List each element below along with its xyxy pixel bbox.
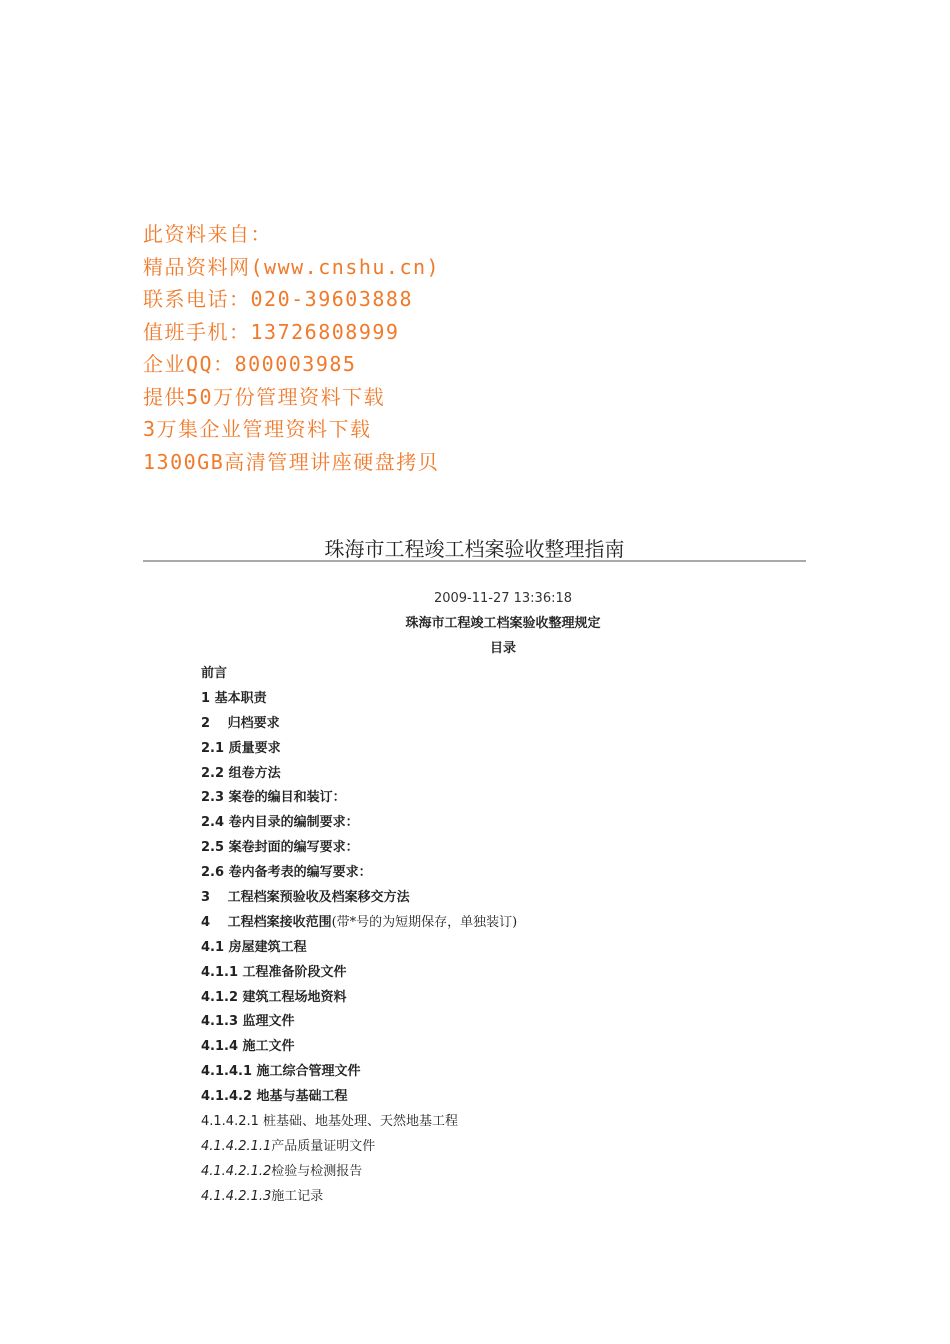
promo-line: 值班手机：13726808999 [143, 319, 400, 344]
toc-item-text: 质量要求 [228, 740, 281, 756]
toc-item-number: 2.5 [201, 840, 229, 856]
toc-item [201, 662, 517, 687]
toc-item-text: 检验与检测报告 [271, 1163, 363, 1179]
publish-date: 2009-11-27 13:36:18 [433, 591, 573, 606]
toc-item [201, 786, 517, 811]
toc-item [201, 836, 517, 861]
toc-item-text: 桩基础、地基处理、天然地基工程 [263, 1114, 459, 1130]
toc-item-text: 地基与基础工程 [256, 1089, 348, 1105]
toc-item-number: 1 [201, 690, 215, 706]
toc-item-number: 4.1.4.2.1.1 [201, 1138, 272, 1154]
toc-item-text: 卷内备考表的编写要求： [228, 865, 372, 881]
toc-item-number: 2 [201, 715, 228, 731]
document-title: 珠海市工程竣工档案验收整理指南 [324, 537, 625, 561]
toc-item [201, 737, 517, 762]
toc-item-text: 施工记录 [271, 1188, 324, 1204]
toc-item-text: 卷内目录的编制要求： [228, 815, 359, 831]
toc-item-number: 2.1 [201, 740, 229, 756]
toc-item [201, 911, 517, 936]
toc-item [201, 811, 517, 836]
toc-item-text: 归档要求 [227, 715, 280, 731]
toc-item-text: 施工综合管理文件 [256, 1064, 361, 1080]
toc-item [201, 961, 517, 986]
toc-item-number: 2.2 [201, 765, 229, 781]
promo-block [143, 218, 440, 478]
toc-item-number: 4.1 [201, 939, 229, 955]
toc-item-number: 2.6 [201, 865, 229, 881]
toc-item [201, 1035, 517, 1060]
toc-item-number: 4.1.2 [201, 989, 243, 1005]
promo-line: 1300GB高清管理讲座硬盘拷贝 [143, 449, 440, 474]
toc-item [201, 1085, 517, 1110]
toc-item-text: 前言 [201, 666, 228, 681]
toc-item-number: 4.1.1 [201, 964, 243, 980]
promo-line: 企业QQ：800003985 [143, 352, 357, 376]
toc-item [201, 1010, 517, 1035]
toc-item [201, 986, 517, 1011]
toc-item [201, 687, 517, 712]
toc-item-number: 2.3 [201, 790, 229, 806]
toc-item [201, 762, 517, 787]
toc-item-text: 建筑工程场地资料 [242, 989, 347, 1005]
toc-item [201, 1110, 517, 1135]
toc-item-text: 监理文件 [242, 1014, 295, 1030]
promo-line: 联系电话：020-39603888 [143, 287, 413, 311]
table-of-contents [201, 662, 517, 1210]
toc-item-number: 4.1.4 [201, 1039, 243, 1055]
toc-item-text: 组卷方法 [228, 765, 281, 781]
toc-heading: 目录 [489, 641, 516, 656]
toc-item-text: 案卷封面的编写要求： [228, 840, 359, 856]
promo-line: 3万集企业管理资料下载 [143, 417, 372, 441]
toc-item-text: 工程档案接收范围 [227, 914, 332, 930]
toc-item-number: 4.1.4.1 [201, 1064, 257, 1080]
toc-item-number: 4.1.4.2.1.3 [201, 1188, 272, 1204]
title-divider [143, 560, 806, 562]
toc-item-note: (带*号的为短期保存，单独装订) [331, 914, 518, 930]
toc-item [201, 1135, 517, 1160]
toc-item-number: 3 [201, 890, 228, 906]
toc-item-text: 房屋建筑工程 [228, 939, 307, 955]
toc-item-number: 4.1.4.2.1 [201, 1114, 264, 1130]
document-subtitle: 珠海市工程竣工档案验收整理规定 [405, 616, 601, 631]
toc-item-text: 基本职责 [214, 690, 267, 706]
promo-line: 此资料来自： [143, 222, 272, 246]
toc-item [201, 936, 517, 961]
toc-item-text: 施工文件 [242, 1039, 295, 1055]
toc-item [201, 886, 517, 911]
toc-item [201, 712, 517, 737]
toc-item-number: 4.1.4.2 [201, 1089, 257, 1105]
toc-item-text: 产品质量证明文件 [271, 1138, 376, 1154]
promo-line: 提供50万份管理资料下载 [143, 384, 386, 409]
toc-item [201, 1160, 517, 1185]
toc-item-number: 4 [201, 914, 228, 930]
toc-item-number: 2.4 [201, 815, 229, 831]
toc-item-number: 4.1.3 [201, 1014, 243, 1030]
promo-line: 精品资料网(www.cnshu.cn) [143, 254, 441, 279]
toc-item-text: 工程准备阶段文件 [242, 964, 347, 980]
toc-item-text: 工程档案预验收及档案移交方法 [227, 890, 410, 906]
toc-item-number: 4.1.4.2.1.2 [201, 1163, 272, 1179]
toc-item [201, 861, 517, 886]
toc-item [201, 1185, 517, 1210]
toc-item-text: 案卷的编目和装订： [228, 790, 346, 806]
toc-item [201, 1060, 517, 1085]
